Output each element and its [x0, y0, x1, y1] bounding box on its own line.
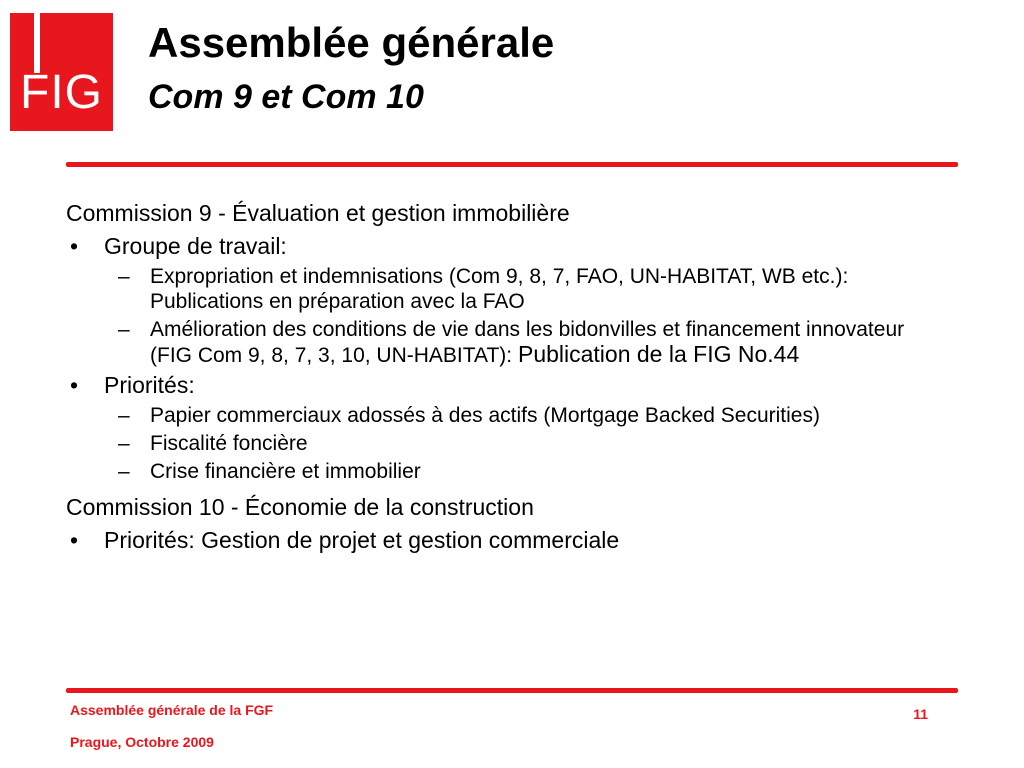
sub-item-text: Fiscalité foncière	[150, 432, 308, 455]
page-number: 11	[913, 706, 928, 722]
dash-marker: –	[118, 318, 130, 341]
bullet-com10-priorites	[66, 527, 946, 554]
bullet-priorites	[66, 372, 946, 399]
footer-divider	[66, 688, 958, 693]
com10-heading: Commission 10 - Économie de la construction	[66, 494, 534, 520]
bullet-marker: •	[70, 233, 79, 259]
sub-item-text: Crise financière et immobilier	[150, 460, 421, 483]
sub-item-crise	[66, 459, 946, 484]
slide-title: Assemblée générale	[148, 19, 555, 66]
sub-item-papier	[66, 403, 946, 428]
dash-marker: –	[118, 432, 130, 455]
logo-notch	[34, 13, 40, 73]
slide-content	[66, 200, 946, 558]
dash-marker: –	[118, 404, 130, 427]
dash-marker: –	[118, 265, 130, 288]
sub-item-fiscalite	[66, 431, 946, 456]
com10-priorites-text: Priorités: Gestion de projet et gestion commerciale	[104, 527, 620, 553]
footer-location-date: Prague, Octobre 2009	[70, 734, 214, 750]
slide-subtitle: Com 9 et Com 10	[148, 78, 424, 116]
logo-text: FIG	[20, 66, 103, 119]
groupe-label: Groupe de travail:	[104, 233, 287, 259]
bullet-marker: •	[70, 372, 79, 398]
bullet-marker: •	[70, 527, 79, 553]
footer-event: Assemblée générale de la FGF	[70, 702, 274, 718]
sub-item-text: Papier commerciaux adossés à des actifs (Mortgage Backed Securities)	[150, 404, 820, 427]
sub-item-text: Expropriation et indemnisations (Com 9, 8, 7, FAO, UN-HABITAT, WB etc.): Publications en préparation avec la FAO	[150, 265, 849, 313]
priorites-label: Priorités:	[104, 372, 195, 398]
publication-text: Publication de la FIG No.44	[517, 341, 800, 367]
sub-item-expropriation	[66, 264, 946, 314]
bullet-groupe	[66, 233, 946, 260]
fig-logo	[10, 13, 113, 131]
dash-marker: –	[118, 460, 130, 483]
header-divider	[66, 162, 958, 167]
sub-item-amelioration	[66, 317, 946, 368]
com9-heading: Commission 9 - Évaluation et gestion immobilière	[66, 200, 570, 226]
sub-item-text: Amélioration des conditions de vie dans les bidonvilles et financement innovateur (FIG Com 9, 8, 7, 3, 10, UN-HABITAT):	[150, 318, 905, 367]
